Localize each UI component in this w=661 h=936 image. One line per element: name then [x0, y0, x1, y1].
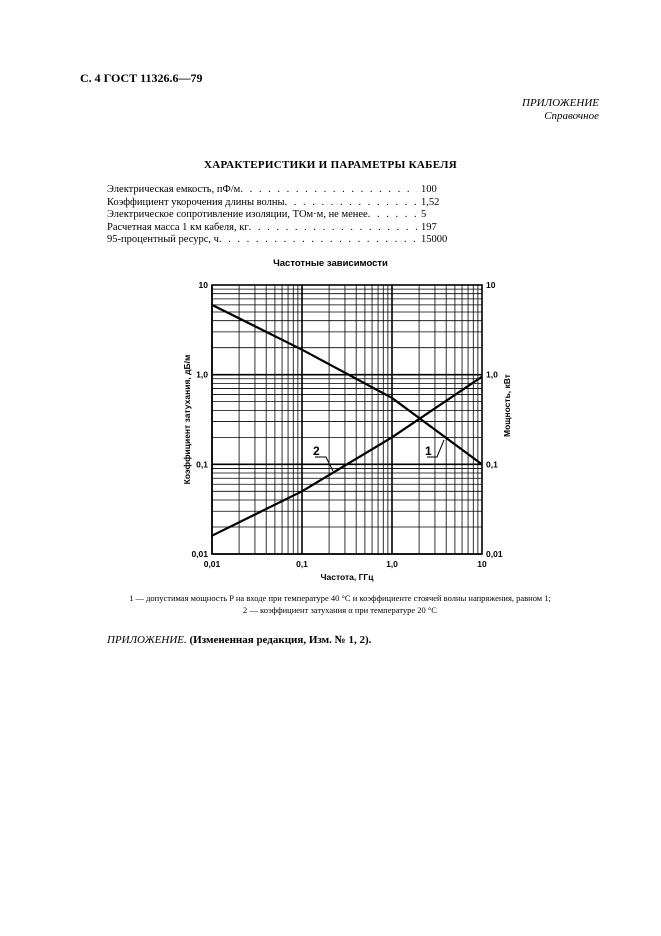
appendix-note-label: ПРИЛОЖЕНИЕ. — [107, 634, 187, 646]
x-tick-label: 0,1 — [296, 559, 308, 569]
series-1-label: 1 — [425, 444, 432, 458]
chart-title: Частотные зависимости — [273, 258, 388, 269]
param-label: Электрическая емкость, пФ/м — [107, 184, 241, 195]
param-label: 95-процентный ресурс, ч — [107, 234, 219, 246]
param-value: 1,52 — [421, 196, 440, 208]
y-left-tick-label: 0,1 — [196, 459, 208, 470]
y-right-tick-label: 0,01 — [486, 549, 503, 559]
y-left-tick-label: 0,01 — [191, 549, 208, 559]
y-left-tick-label: 1,0 — [196, 369, 208, 380]
param-value: 5 — [421, 209, 427, 221]
param-label: Электрическое сопротивление изоляции, ТОм·м, не менее — [107, 209, 368, 221]
x-axis-label: Частота, ГГц — [320, 572, 374, 582]
note-1: 1 — допустимая мощность P на входе при температуре 40 °С и коэффициенте стоячей волны напряжения, равном 1; — [129, 593, 551, 603]
y-left-tick-label: 10 — [198, 280, 208, 290]
section-title: ХАРАКТЕРИСТИКИ И ПАРАМЕТРЫ КАБЕЛЯ — [203, 159, 457, 171]
x-tick-label: 1,0 — [386, 559, 398, 569]
appendix-note — [107, 634, 371, 646]
x-tick-label: 10 — [477, 559, 487, 569]
figure-notes — [80, 592, 600, 616]
appendix-note-text: (Измененная редакция, Изм. № 1, 2). — [189, 634, 372, 646]
appendix-title: ПРИЛОЖЕНИЕ — [522, 97, 599, 109]
page-header: С. 4 ГОСТ 11326.6—79 — [80, 71, 203, 85]
y-axis-left-label: Коэффициент затухания, дБ/м — [182, 354, 192, 485]
param-value: 15000 — [421, 234, 448, 246]
param-label: Расчетная масса 1 км кабеля, кг — [107, 221, 249, 233]
note-2: 2 — коэффициент затухания α при температуре 20 °С — [243, 605, 437, 615]
y-right-tick-label: 10 — [486, 280, 496, 290]
x-tick-label: 0,01 — [203, 559, 221, 569]
y-right-tick-label: 1,0 — [486, 369, 498, 380]
param-value: 197 — [421, 221, 437, 233]
series-2-line — [212, 377, 482, 536]
param-label: Коэффициент укорочения длины волны — [107, 196, 285, 208]
y-right-tick-label: 0,1 — [486, 459, 498, 470]
tick-labels — [191, 280, 502, 569]
param-value: 100 — [421, 184, 437, 195]
appendix-subtitle: Справочное — [544, 110, 599, 122]
y-axis-right-label: Мощность, кВт — [502, 374, 512, 437]
series-1-line — [212, 305, 482, 464]
series-layer — [212, 305, 482, 536]
series-2-label: 2 — [313, 444, 320, 458]
